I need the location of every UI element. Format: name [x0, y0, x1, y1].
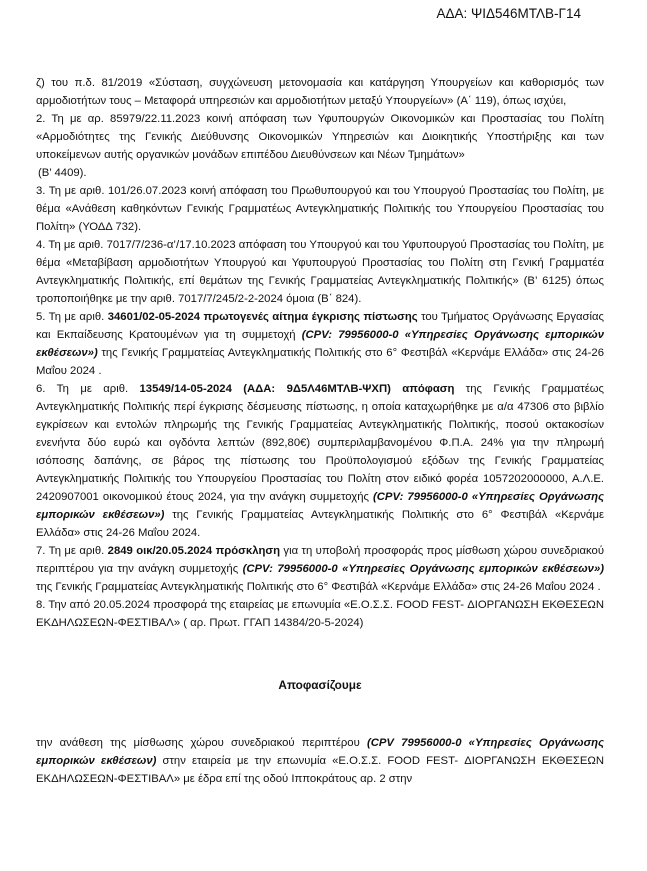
item-5-request-ref: 34601/02-05-2024 πρωτογενές αίτημα έγκρισης πίστωσης — [107, 311, 418, 323]
item-6-text: της Γενικής Γραμματέως Αντεγκληματικής Πολιτικής περί έγκρισης δέσμευσης πίστωσης, η οποία καταχωρήθηκε με α/α 47306 στο βιβλίο εγκρίσεων και εντολών πληρωμής της Γενικής Γραμματείας Αντεγκληματικής Πολιτικής, ποσού οκτακοσίων ενενήντα δύο ευρώ και ογδόντα λεπτών (892,80€) συμπεριλαμβανομένου Φ.Π.Α. 24% για την πληρωμή ισόποσης δαπάνης, σε βάρος της πίστωσης του Προϋπολογισμού εξόδων της Γενικής Γραμματείας Αντεγκληματικής Πολιτικής του Υπουργείου Προστασίας του Πολίτη στον ειδικό φορέα 1057202000000, Α.Λ.Ε. 2420907001 οικονομικού έτους 2024, για την ανάγκη συμμετοχής — [36, 383, 605, 503]
item-2-gazette: (Β’ 4409). — [38, 167, 87, 179]
item-6-decision-ref: 13549/14-05-2024 (ΑΔΑ: 9Δ5Λ46ΜΤΛΒ-ΨΧΠ) απόφαση — [139, 383, 455, 395]
decision-text — [36, 734, 604, 788]
decision-lead: την ανάθεση της μίσθωσης χώρου συνεδριακού περιπτέρου — [36, 737, 367, 749]
item-6-lead: 6. Τη με αριθ. — [36, 383, 140, 395]
item-4: 4. Τη με αριθ. 7017/7/236-α’/17.10.2023 απόφαση του Υπουργού και του Υφυπουργού Προστασίας του Πολίτη, με θέμα «Μεταβίβαση αρμοδιοτήτων Υπουργού και Υφυπουργού Προστασίας του Πολίτη στη Γενική Γραμματέα Αντεγκληματικής Πολιτικής, επί θεμάτων της Γενικής Γραμματείας Αντεγκληματικής Πολιτικής» (Β’ 6125) όπως τροποποιήθηκε με την αριθ. 7017/7/245/2-2-2024 όμοια (Β΄ 824). — [36, 239, 604, 305]
decision-cpv: (CPV 79956000-0 «Υπηρεσίες Οργάνωσης εμπορικών εκθέσεων) — [36, 737, 604, 767]
item-7-text: για τη υποβολή προσφοράς προς μίσθωση χώρου συνεδριακού περιπτέρου για την ανάγκη συμμετοχής — [36, 545, 605, 575]
item-5-text: του Τμήματος Οργάνωσης Εργασίας και Εκπαίδευσης Κρατουμένων για τη συμμετοχή — [36, 311, 604, 341]
item-3: 3. Τη με αριθ. 101/26.07.2023 κοινή απόφαση του Πρωθυπουργού και του Υπουργού Προστασίας του Πολίτη, με θέμα «Ανάθεση καθηκόντων Γενικής Γραμματέως Αντεγκληματικής Πολιτικής του Υπουργείου Προστασίας του Πολίτη» (ΥΟΔΔ 732). — [36, 185, 604, 233]
item-7-cpv: (CPV: 79956000-0 «Υπηρεσίες Οργάνωσης εμπορικών εκθέσεων») — [242, 563, 604, 575]
item-6-tail: της Γενικής Γραμματείας Αντεγκληματικής Πολιτικής στο 6° Φεστιβάλ «Κερνάμε Ελλάδα» στις 24-26 Μαΐου 2024. — [36, 509, 604, 539]
item-7-tail: της Γενικής Γραμματείας Αντεγκληματικής Πολιτικής στο 6° Φεστιβάλ «Κερνάμε Ελλάδα» στις 24-26 Μαΐου 2024 . — [36, 581, 601, 593]
item-6-cpv: (CPV: 79956000-0 «Υπηρεσίες Οργάνωσης εμπορικών εκθέσεων») — [36, 491, 604, 521]
item-7 — [36, 542, 604, 596]
document-body — [36, 74, 604, 788]
ada-code: ΑΔΑ: ΨΙΔ546ΜΤΛΒ-Γ14 — [436, 6, 581, 21]
item-6 — [36, 380, 604, 542]
item-5-lead: 5. Τη με αριθ. — [36, 311, 108, 323]
item-7-lead: 7. Τη με αριθ. — [36, 545, 108, 557]
item-7-invitation-ref: 2849 οικ/20.05.2024 πρόσκληση — [107, 545, 281, 557]
decision-tail: στην εταιρεία με την επωνυμία «Ε.Ο.Σ.Σ. FOOD FEST- ΔΙΟΡΓΑΝΩΣΗ ΕΚΘΕΣΕΩΝ ΕΚΔΗΛΩΣΕΩΝ-ΦΕΣΤΙΒΑΛ» με έδρα επί της οδού Ιπποκράτους αρ. 2 στην — [36, 755, 604, 785]
item-2 — [36, 110, 604, 164]
item-z: ζ) του π.δ. 81/2019 «Σύσταση, συγχώνευση μετονομασία και κατάργηση Υπουργείων και καθορισμός των αρμοδιοτήτων τους – Μεταφορά υπηρεσιών και αρμοδιοτήτων μεταξύ Υπουργείων» (Α΄ 119), όπως ισχύει, — [36, 77, 604, 107]
item-5 — [36, 308, 604, 380]
item-5-cpv: (CPV: 79956000-0 «Υπηρεσίες Οργάνωσης εμπορικών εκθέσεων») — [36, 329, 604, 359]
item-2-text: 2. Τη με αρ. 85979/22.11.2023 κοινή απόφαση των Υφυπουργών Οικονομικών και Προστασίας του Πολίτη «Αρμοδιότητες της Γενικής Διεύθυνσης Οικονομικών Υπηρεσιών και Διοικητικής Υποστήριξης και των υποκείμενων αυτής οργανικών μονάδων επιπέδου Διευθύνσεων και Νέων Τμημάτων» — [36, 113, 604, 161]
item-5-tail: της Γενικής Γραμματείας Αντεγκληματικής Πολιτικής στο 6° Φεστιβάλ «Κερνάμε Ελλάδα» στις 24-26 Μαΐου 2024 . — [36, 347, 604, 377]
decision-heading: Αποφασίζουμε — [278, 678, 362, 692]
item-8: 8. Την από 20.05.2024 προσφορά της εταιρείας με επωνυμία «Ε.Ο.Σ.Σ. FOOD FEST- ΔΙΟΡΓΑΝΩΣΗ ΕΚΘΕΣΕΩΝ ΕΚΔΗΛΩΣΕΩΝ-ΦΕΣΤΙΒΑΛ» ( αρ. Πρωτ. ΓΓΑΠ 14384/20-5-2024) — [36, 599, 604, 629]
